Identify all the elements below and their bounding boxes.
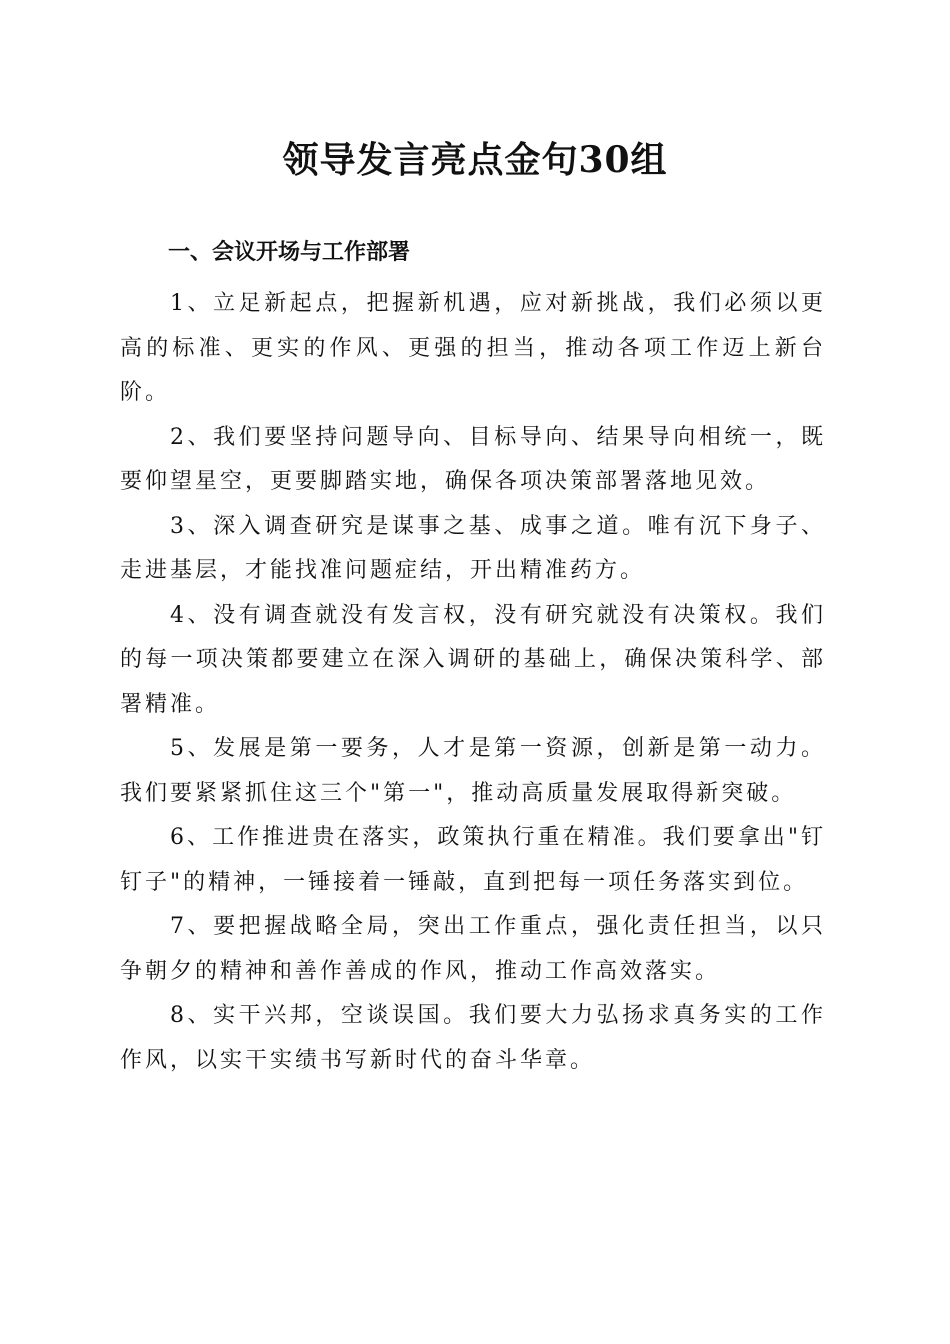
paragraph-3: 3、深入调查研究是谋事之基、成事之道。唯有沉下身子、走进基层，才能找准问题症结，开出精准药方。 [120,513,826,583]
paragraph-5: 5、发展是第一要务，人才是第一资源，创新是第一动力。我们要紧紧抓住这三个"第一"，推动高质量发展取得新突破。 [120,736,826,806]
document-body [120,282,826,1083]
section-heading: 一、会议开场与工作部署 [168,240,411,265]
paragraph-2: 2、我们要坚持问题导向、目标导向、结果导向相统一，既要仰望星空，更要脚踏实地，确保各项决策部署落地见效。 [120,424,826,494]
paragraph-7: 7、要把握战略全局，突出工作重点，强化责任担当，以只争朝夕的精神和善作善成的作风，推动工作高效落实。 [120,914,826,984]
document-title: 领导发言亮点金句30组 [282,139,668,181]
paragraph-1: 1、立足新起点，把握新机遇，应对新挑战，我们必须以更高的标准、更实的作风、更强的担当，推动各项工作迈上新台阶。 [120,291,826,405]
paragraph-4: 4、没有调查就没有发言权，没有研究就没有决策权。我们的每一项决策都要建立在深入调研的基础上，确保决策科学、部署精准。 [120,602,826,717]
paragraph-8: 8、实干兴邦，空谈误国。我们要大力弘扬求真务实的工作作风，以实干实绩书写新时代的奋斗华章。 [120,1003,826,1073]
paragraph-6: 6、工作推进贵在落实，政策执行重在精准。我们要拿出"钉钉子"的精神，一锤接着一锤敲，直到把每一项任务落实到位。 [120,825,826,895]
